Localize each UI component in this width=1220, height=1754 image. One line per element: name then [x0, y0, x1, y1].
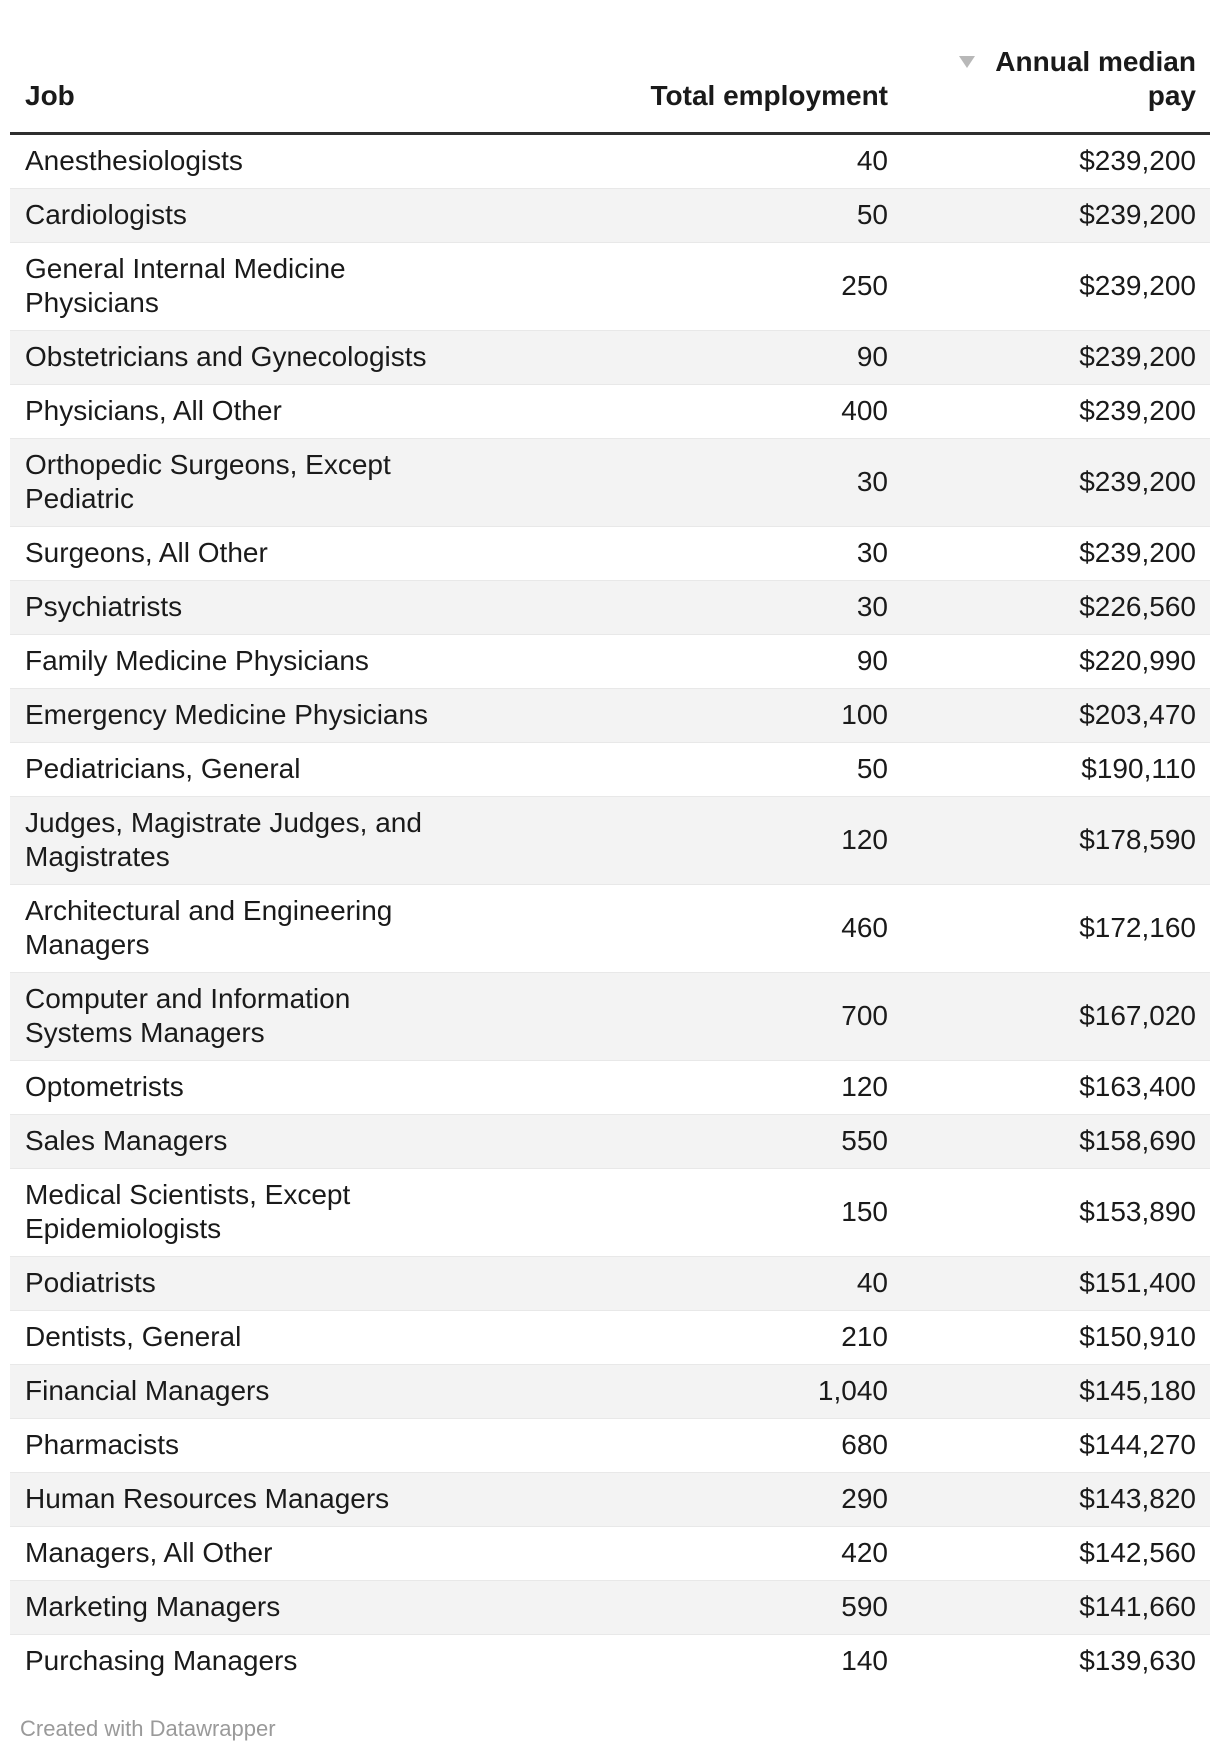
table-row	[10, 527, 1210, 581]
total-employment-cell: 460	[468, 885, 902, 973]
job-cell: Anesthesiologists	[25, 145, 243, 176]
table-row	[10, 1169, 1210, 1257]
annual-median-pay-cell: $239,200	[902, 189, 1210, 243]
table-row	[10, 973, 1210, 1061]
total-employment-cell: 140	[468, 1635, 902, 1689]
job-cell: Dentists, General	[10, 1311, 468, 1365]
table-row	[10, 1257, 1210, 1311]
total-employment-cell: 30	[468, 439, 902, 527]
datawrapper-credit-link[interactable]: Created with Datawrapper	[20, 1716, 276, 1741]
table-row	[10, 1581, 1210, 1635]
total-employment-cell: 50	[468, 743, 902, 797]
column-header-job[interactable]: Job	[10, 0, 468, 134]
job-cell: Architectural and Engineering Managers	[10, 885, 468, 973]
table-row	[10, 797, 1210, 885]
total-employment-cell: 700	[468, 973, 902, 1061]
total-employment-cell: 590	[468, 1581, 902, 1635]
table-row	[10, 1419, 1210, 1473]
annual-median-pay-cell: $167,020	[902, 973, 1210, 1061]
annual-median-pay-cell: $172,160	[902, 885, 1210, 973]
annual-median-pay-cell: $142,560	[902, 1527, 1210, 1581]
total-employment-cell: 250	[468, 243, 902, 331]
table-row	[10, 1061, 1210, 1115]
annual-median-pay-cell: $239,200	[1079, 145, 1196, 176]
table-header	[10, 0, 1210, 134]
job-cell: Cardiologists	[10, 189, 468, 243]
total-employment-cell: 90	[468, 331, 902, 385]
table-body	[10, 134, 1210, 1689]
job-cell: Podiatrists	[10, 1257, 468, 1311]
annual-median-pay-cell: $158,690	[902, 1115, 1210, 1169]
annual-median-pay-cell: $144,270	[902, 1419, 1210, 1473]
job-cell: Judges, Magistrate Judges, and Magistrates	[10, 797, 468, 885]
table-row	[10, 385, 1210, 439]
header-row	[10, 0, 1210, 134]
annual-median-pay-cell: $163,400	[902, 1061, 1210, 1115]
job-cell: Sales Managers	[10, 1115, 468, 1169]
annual-median-pay-cell: $239,200	[902, 439, 1210, 527]
job-cell: Medical Scientists, Except Epidemiologists	[10, 1169, 468, 1257]
table-row	[10, 885, 1210, 973]
job-cell: Surgeons, All Other	[10, 527, 468, 581]
annual-median-pay-cell: $239,200	[902, 243, 1210, 331]
annual-median-pay-cell: $203,470	[902, 689, 1210, 743]
column-header-annual-median-pay[interactable]	[902, 0, 1210, 134]
table-row	[10, 134, 1210, 189]
job-cell: Family Medicine Physicians	[10, 635, 468, 689]
annual-median-pay-cell: $150,910	[902, 1311, 1210, 1365]
table-row	[10, 581, 1210, 635]
annual-median-pay-cell: $143,820	[902, 1473, 1210, 1527]
table-row	[10, 743, 1210, 797]
table-row	[10, 1527, 1210, 1581]
total-employment-cell: 50	[468, 189, 902, 243]
total-employment-cell: 100	[468, 689, 902, 743]
table-row	[10, 689, 1210, 743]
job-cell: Orthopedic Surgeons, Except Pediatric	[10, 439, 468, 527]
job-cell: Optometrists	[10, 1061, 468, 1115]
job-cell: Emergency Medicine Physicians	[10, 689, 468, 743]
table-row	[10, 189, 1210, 243]
annual-median-pay-cell: $145,180	[902, 1365, 1210, 1419]
job-cell: General Internal Medicine Physicians	[10, 243, 468, 331]
job-cell: Financial Managers	[10, 1365, 468, 1419]
total-employment-cell: 290	[468, 1473, 902, 1527]
job-cell: Psychiatrists	[10, 581, 468, 635]
table-row	[10, 1115, 1210, 1169]
job-cell: Obstetricians and Gynecologists	[10, 331, 468, 385]
annual-median-pay-cell: $190,110	[902, 743, 1210, 797]
total-employment-cell: 40	[856, 145, 888, 176]
data-table	[10, 0, 1210, 1688]
total-employment-cell: 90	[468, 635, 902, 689]
job-cell: Human Resources Managers	[10, 1473, 468, 1527]
annual-median-pay-cell: $239,200	[902, 331, 1210, 385]
total-employment-cell: 120	[468, 797, 902, 885]
annual-median-pay-cell: $153,890	[902, 1169, 1210, 1257]
total-employment-cell: 680	[468, 1419, 902, 1473]
annual-median-pay-cell: $239,200	[902, 527, 1210, 581]
total-employment-cell: 1,040	[468, 1365, 902, 1419]
job-cell: Computer and Information Systems Managers	[10, 973, 468, 1061]
table-row	[10, 439, 1210, 527]
table-row	[10, 1635, 1210, 1689]
annual-median-pay-cell: $141,660	[902, 1581, 1210, 1635]
job-cell: Pharmacists	[10, 1419, 468, 1473]
job-cell: Pediatricians, General	[10, 743, 468, 797]
table-row	[10, 1311, 1210, 1365]
annual-median-pay-cell: $139,630	[902, 1635, 1210, 1689]
annual-median-pay-cell: $151,400	[902, 1257, 1210, 1311]
table-row	[10, 331, 1210, 385]
total-employment-cell: 420	[468, 1527, 902, 1581]
total-employment-cell: 30	[468, 527, 902, 581]
job-cell: Purchasing Managers	[10, 1635, 468, 1689]
job-cell: Physicians, All Other	[10, 385, 468, 439]
column-header-total-employment[interactable]: Total employment	[468, 0, 902, 134]
total-employment-cell: 30	[468, 581, 902, 635]
total-employment-cell: 120	[468, 1061, 902, 1115]
column-header-label: Annual median pay	[995, 46, 1196, 111]
annual-median-pay-cell: $226,560	[902, 581, 1210, 635]
table-row	[10, 243, 1210, 331]
table-row	[10, 1473, 1210, 1527]
annual-median-pay-cell: $178,590	[902, 797, 1210, 885]
total-employment-cell: 550	[468, 1115, 902, 1169]
annual-median-pay-cell: $220,990	[902, 635, 1210, 689]
table-row	[10, 635, 1210, 689]
total-employment-cell: 40	[468, 1257, 902, 1311]
total-employment-cell: 150	[468, 1169, 902, 1257]
annual-median-pay-cell: $239,200	[902, 385, 1210, 439]
sort-desc-icon	[959, 56, 975, 68]
table-row	[10, 1365, 1210, 1419]
total-employment-cell: 400	[468, 385, 902, 439]
total-employment-cell: 210	[468, 1311, 902, 1365]
job-cell: Managers, All Other	[10, 1527, 468, 1581]
job-cell: Marketing Managers	[10, 1581, 468, 1635]
